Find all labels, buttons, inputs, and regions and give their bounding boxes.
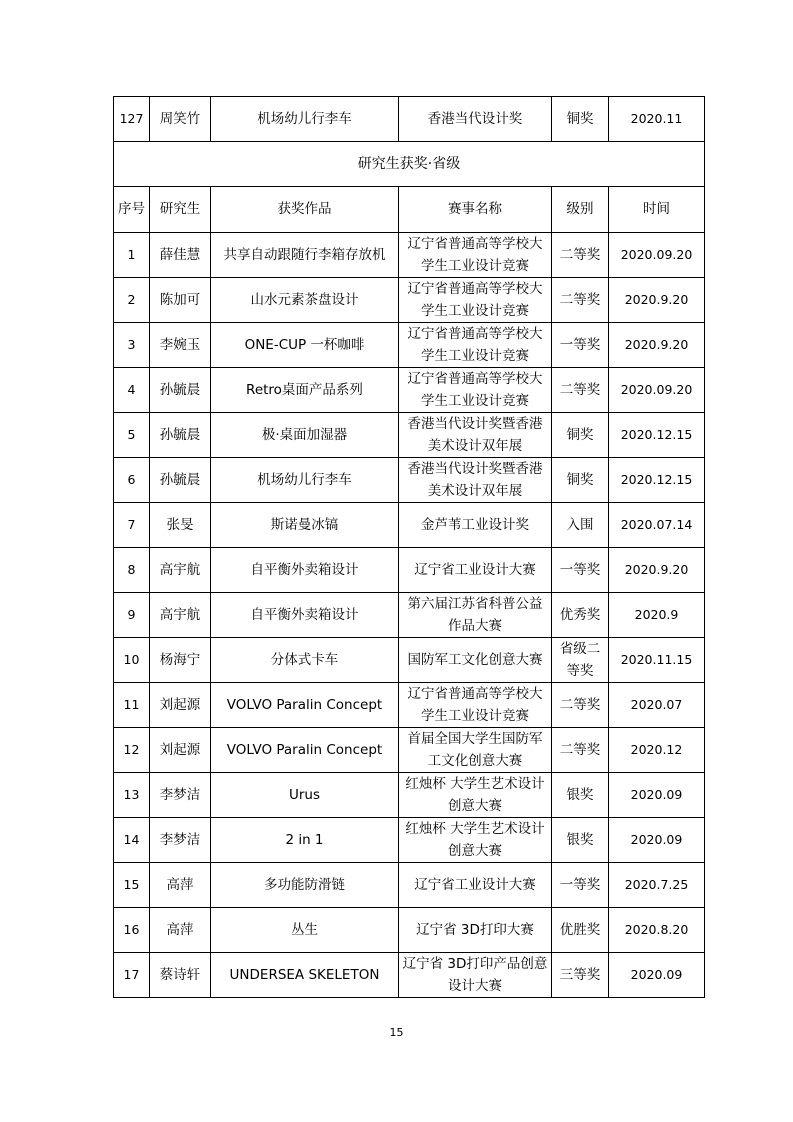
cell-competition: 辽宁省工业设计大赛 — [399, 863, 552, 908]
cell-work: VOLVO Paralin Concept — [211, 683, 399, 728]
table-row — [114, 593, 705, 638]
cell-student: 陈加可 — [150, 278, 211, 323]
cell-level: 优胜奖 — [552, 908, 609, 953]
header-competition: 赛事名称 — [399, 187, 552, 233]
cell-date: 2020.09.20 — [609, 233, 705, 278]
cell-date: 2020.11 — [609, 97, 705, 142]
cell-student: 孙毓晨 — [150, 368, 211, 413]
table-row — [114, 458, 705, 503]
cell-date: 2020.9.20 — [609, 323, 705, 368]
cell-date: 2020.09 — [609, 953, 705, 998]
cell-no: 10 — [114, 638, 150, 683]
cell-no: 7 — [114, 503, 150, 548]
cell-work: 机场幼儿行李车 — [211, 458, 399, 503]
cell-work: 斯诺曼冰镐 — [211, 503, 399, 548]
header-date: 时间 — [609, 187, 705, 233]
cell-competition: 香港当代设计奖暨香港美术设计双年展 — [399, 458, 552, 503]
cell-level: 二等奖 — [552, 683, 609, 728]
table-row — [114, 323, 705, 368]
cell-competition: 香港当代设计奖暨香港美术设计双年展 — [399, 413, 552, 458]
cell-level: 一等奖 — [552, 548, 609, 593]
cell-student: 张旻 — [150, 503, 211, 548]
cell-competition: 辽宁省普通高等学校大学生工业设计竞赛 — [399, 683, 552, 728]
cell-date: 2020.12.15 — [609, 413, 705, 458]
cell-level: 优秀奖 — [552, 593, 609, 638]
header-student: 研究生 — [150, 187, 211, 233]
cell-work: Retro桌面产品系列 — [211, 368, 399, 413]
cell-competition: 首届全国大学生国防军工文化创意大赛 — [399, 728, 552, 773]
cell-date: 2020.9.20 — [609, 548, 705, 593]
cell-competition: 辽宁省工业设计大赛 — [399, 548, 552, 593]
cell-date: 2020.09 — [609, 773, 705, 818]
cell-student: 高萍 — [150, 908, 211, 953]
cell-no: 5 — [114, 413, 150, 458]
table-row — [114, 548, 705, 593]
cell-work: UNDERSEA SKELETON — [211, 953, 399, 998]
cell-work: Urus — [211, 773, 399, 818]
cell-level: 二等奖 — [552, 233, 609, 278]
cell-date: 2020.7.25 — [609, 863, 705, 908]
page-number: 15 — [389, 1026, 404, 1039]
cell-student: 蔡诗轩 — [150, 953, 211, 998]
cell-work: 2 in 1 — [211, 818, 399, 863]
cell-competition: 红烛杯 大学生艺术设计创意大赛 — [399, 818, 552, 863]
cell-date: 2020.12.15 — [609, 458, 705, 503]
header-level: 级别 — [552, 187, 609, 233]
cell-no: 6 — [114, 458, 150, 503]
cell-student: 薛佳慧 — [150, 233, 211, 278]
cell-work: 山水元素茶盘设计 — [211, 278, 399, 323]
cell-level: 省级二等奖 — [552, 638, 609, 683]
cell-no: 12 — [114, 728, 150, 773]
cell-date: 2020.11.15 — [609, 638, 705, 683]
table-row — [114, 97, 705, 142]
cell-date: 2020.9 — [609, 593, 705, 638]
cell-level: 银奖 — [552, 773, 609, 818]
cell-work: 极·桌面加湿器 — [211, 413, 399, 458]
cell-level: 二等奖 — [552, 368, 609, 413]
table-row — [114, 503, 705, 548]
cell-student: 刘起源 — [150, 728, 211, 773]
cell-competition: 金芦苇工业设计奖 — [399, 503, 552, 548]
cell-competition: 辽宁省普通高等学校大学生工业设计竞赛 — [399, 233, 552, 278]
cell-competition: 辽宁省 3D打印产品创意设计大赛 — [399, 953, 552, 998]
table-row — [114, 953, 705, 998]
header-row — [114, 187, 705, 233]
header-work: 获奖作品 — [211, 187, 399, 233]
cell-student: 李婉玉 — [150, 323, 211, 368]
cell-date: 2020.9.20 — [609, 278, 705, 323]
cell-student: 杨海宁 — [150, 638, 211, 683]
cell-no: 9 — [114, 593, 150, 638]
cell-no: 8 — [114, 548, 150, 593]
cell-no: 1 — [114, 233, 150, 278]
cell-no: 15 — [114, 863, 150, 908]
table-row — [114, 368, 705, 413]
cell-work: 机场幼儿行李车 — [211, 97, 399, 142]
cell-work: 分体式卡车 — [211, 638, 399, 683]
cell-student: 孙毓晨 — [150, 413, 211, 458]
cell-student: 李梦洁 — [150, 818, 211, 863]
table-row — [114, 413, 705, 458]
cell-work: 多功能防滑链 — [211, 863, 399, 908]
cell-competition: 国防军工文化创意大赛 — [399, 638, 552, 683]
cell-date: 2020.09.20 — [609, 368, 705, 413]
cell-date: 2020.8.20 — [609, 908, 705, 953]
cell-level: 铜奖 — [552, 413, 609, 458]
table-row — [114, 278, 705, 323]
cell-student: 高萍 — [150, 863, 211, 908]
table-row — [114, 683, 705, 728]
table-row — [114, 728, 705, 773]
table-row — [114, 233, 705, 278]
cell-student: 周笑竹 — [150, 97, 211, 142]
cell-competition: 辽宁省普通高等学校大学生工业设计竞赛 — [399, 278, 552, 323]
table-row — [114, 773, 705, 818]
cell-no: 16 — [114, 908, 150, 953]
cell-date: 2020.12 — [609, 728, 705, 773]
cell-no: 127 — [114, 97, 150, 142]
section-row — [114, 142, 705, 187]
table-row — [114, 818, 705, 863]
section-title: 研究生获奖·省级 — [114, 142, 705, 187]
cell-level: 二等奖 — [552, 728, 609, 773]
cell-no: 14 — [114, 818, 150, 863]
cell-competition: 辽宁省普通高等学校大学生工业设计竞赛 — [399, 368, 552, 413]
cell-no: 13 — [114, 773, 150, 818]
cell-date: 2020.07.14 — [609, 503, 705, 548]
cell-no: 2 — [114, 278, 150, 323]
table-row — [114, 638, 705, 683]
cell-student: 李梦洁 — [150, 773, 211, 818]
cell-no: 4 — [114, 368, 150, 413]
cell-student: 刘起源 — [150, 683, 211, 728]
cell-no: 11 — [114, 683, 150, 728]
cell-level: 一等奖 — [552, 323, 609, 368]
cell-competition: 香港当代设计奖 — [399, 97, 552, 142]
cell-work: ONE-CUP 一杯咖啡 — [211, 323, 399, 368]
cell-work: 共享自动跟随行李箱存放机 — [211, 233, 399, 278]
cell-competition: 辽宁省普通高等学校大学生工业设计竞赛 — [399, 323, 552, 368]
cell-competition: 第六届江苏省科普公益作品大赛 — [399, 593, 552, 638]
cell-work: 自平衡外卖箱设计 — [211, 548, 399, 593]
cell-competition: 红烛杯 大学生艺术设计创意大赛 — [399, 773, 552, 818]
header-no: 序号 — [114, 187, 150, 233]
table-row — [114, 908, 705, 953]
cell-level: 铜奖 — [552, 97, 609, 142]
awards-table — [113, 96, 705, 998]
awards-rows — [114, 233, 705, 998]
cell-no: 3 — [114, 323, 150, 368]
table-row — [114, 863, 705, 908]
cell-competition: 辽宁省 3D打印大赛 — [399, 908, 552, 953]
cell-student: 高宇航 — [150, 548, 211, 593]
cell-date: 2020.07 — [609, 683, 705, 728]
cell-level: 入围 — [552, 503, 609, 548]
cell-level: 二等奖 — [552, 278, 609, 323]
cell-level: 三等奖 — [552, 953, 609, 998]
cell-work: VOLVO Paralin Concept — [211, 728, 399, 773]
cell-student: 孙毓晨 — [150, 458, 211, 503]
cell-work: 自平衡外卖箱设计 — [211, 593, 399, 638]
cell-student: 高宇航 — [150, 593, 211, 638]
cell-no: 17 — [114, 953, 150, 998]
cell-level: 银奖 — [552, 818, 609, 863]
cell-date: 2020.09 — [609, 818, 705, 863]
cell-level: 铜奖 — [552, 458, 609, 503]
cell-work: 丛生 — [211, 908, 399, 953]
cell-level: 一等奖 — [552, 863, 609, 908]
